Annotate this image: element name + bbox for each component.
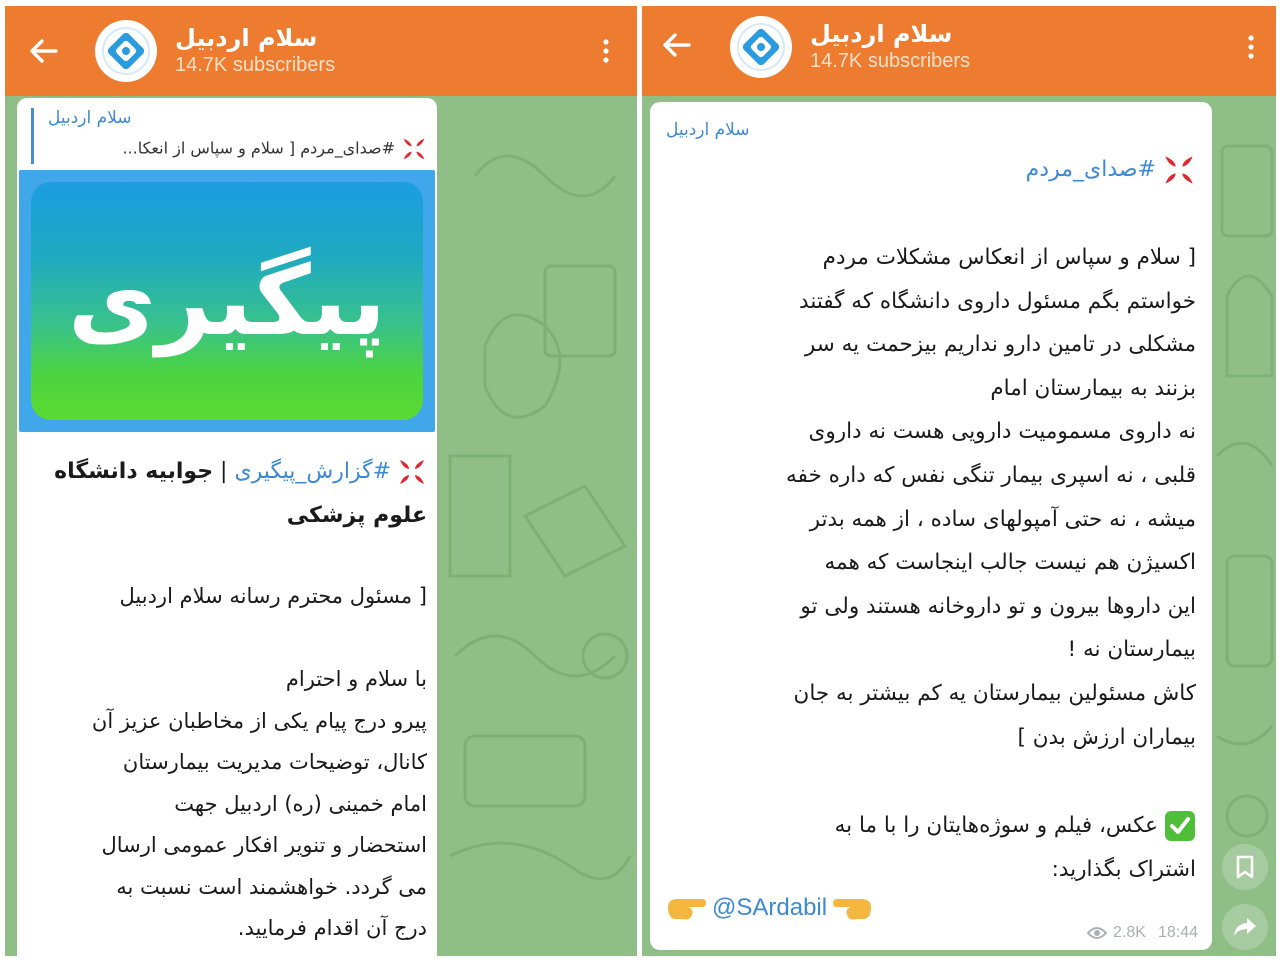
body-line: درج آن اقدام فرمایید.	[237, 916, 427, 940]
channel-avatar[interactable]	[730, 16, 792, 78]
message-meta	[1087, 924, 1198, 942]
eye-icon	[1087, 926, 1107, 940]
headline-title: جوابیه دانشگاه	[54, 459, 214, 484]
reply-hashtag: #صدای_مردم	[300, 138, 395, 158]
back-button[interactable]	[23, 34, 63, 68]
sender-name[interactable]: سلام اردبیل	[666, 120, 750, 140]
anger-symbol-icon	[397, 457, 427, 487]
more-options-button[interactable]	[1236, 30, 1266, 64]
kebab-menu-icon	[602, 38, 610, 64]
channel-handle-link[interactable]: @SArdabil	[712, 894, 828, 921]
headline-separator: |	[213, 459, 235, 484]
channel-logo-icon	[101, 26, 151, 76]
arrow-left-icon	[661, 32, 691, 58]
channel-title-block[interactable]	[175, 24, 335, 77]
arrow-left-icon	[28, 38, 58, 64]
view-count: 2.8K	[1113, 924, 1146, 941]
message-bubble[interactable]	[17, 98, 437, 956]
more-options-button[interactable]	[591, 34, 621, 68]
share-line-2: اشتراک بگذارید:	[1051, 856, 1196, 882]
anger-symbol-icon	[1162, 153, 1196, 187]
reply-preview[interactable]	[31, 108, 427, 164]
share-line-1: عکس، فیلم و سوژه‌هایتان را با ما به	[834, 813, 1158, 838]
pointing-left-hand-icon	[833, 895, 873, 921]
body-line: اکسیژن هم نیست جالب اینجاست که همه	[824, 550, 1196, 576]
body-line: امام خمینی (ره) اردبیل جهت	[174, 791, 427, 816]
channel-name: سلام اردبیل	[175, 24, 318, 52]
share-arrow-icon	[1233, 916, 1257, 938]
reply-snippet	[48, 136, 427, 162]
media-word: پیگیری	[68, 245, 386, 357]
body-line: قلبی ، نه اسپری بیمار تنگی نفس که داره خفه	[786, 462, 1196, 488]
message-body	[656, 236, 1196, 759]
media-banner	[31, 182, 423, 420]
body-line: استحضار و تنویر افکار عمومی ارسال	[101, 833, 427, 857]
body-line: کانال، توضیحات مدیریت بیمارستان	[122, 750, 427, 774]
body-line: کاش مسئولین بیمارستان یه کم بیشتر به جان	[793, 680, 1196, 706]
message-body	[27, 576, 427, 950]
forward-button[interactable]	[1222, 904, 1268, 950]
check-mark-button-icon	[1164, 810, 1196, 842]
media-image[interactable]	[19, 170, 435, 432]
body-line: بزنند به بیمارستان امام	[990, 375, 1196, 401]
body-line: می گردد. خواهشمند است نسبت به	[116, 874, 427, 899]
body-line: این داروها بیرون و تو داروخانه هستند ولی تو	[800, 593, 1196, 619]
subscriber-count: 14.7K subscribers	[810, 50, 971, 72]
message-headline	[27, 450, 427, 538]
body-line	[27, 618, 427, 660]
bookmark-icon	[1235, 855, 1255, 879]
reply-sender-name: سلام اردبیل	[48, 108, 132, 128]
channel-header	[5, 6, 637, 96]
handle-row	[666, 894, 873, 922]
headline-title-2: علوم پزشکی	[286, 503, 427, 528]
subscriber-count: 14.7K subscribers	[175, 54, 336, 76]
channel-title-block[interactable]	[810, 20, 970, 73]
back-button[interactable]	[656, 28, 696, 62]
body-line: مشکلی در تامین دارو نداریم بیزحمت یه سر	[804, 332, 1196, 358]
pointing-right-hand-icon	[666, 895, 706, 921]
body-line: خواستم بگم مسئول داروی دانشگاه که گفتند	[799, 288, 1196, 314]
hashtag-link[interactable]: #گزارش_پیگیری	[234, 459, 391, 484]
body-line: با سلام و احترام	[285, 667, 427, 691]
anger-symbol-icon	[401, 136, 427, 162]
hashtag-link[interactable]: #صدای_مردم	[1025, 157, 1156, 182]
body-line: بیمارستان نه !	[1067, 637, 1196, 663]
body-line: میشه ، نه حتی آمپولهای ساده ، از همه بدتر	[809, 506, 1196, 532]
channel-name: سلام اردبیل	[810, 20, 953, 48]
save-message-button[interactable]	[1222, 844, 1268, 890]
share-callout	[656, 804, 1196, 891]
message-bubble[interactable]	[650, 102, 1212, 950]
body-line: پیرو درج پیام یکی از مخاطبان عزیز آن	[91, 708, 427, 733]
channel-logo-icon	[736, 22, 786, 72]
body-line: [ مسئول محترم رسانه سلام اردبیل	[119, 584, 427, 608]
kebab-menu-icon	[1247, 34, 1255, 60]
message-hashtag-line	[666, 148, 1196, 192]
chat-panel-left	[5, 6, 637, 956]
body-line: نه داروی مسمومیت دارویی هست نه داروی	[808, 419, 1196, 445]
chat-panel-right	[642, 6, 1276, 956]
reply-snippet-text: [ سلام و سپاس از انعکا...	[122, 138, 301, 158]
channel-header	[642, 6, 1276, 96]
body-line: بیماران ارزش بدن ]	[1017, 724, 1196, 750]
message-time: 18:44	[1157, 924, 1198, 941]
body-line: [ سلام و سپاس از انعکاس مشکلات مردم	[822, 245, 1196, 270]
channel-avatar[interactable]	[95, 20, 157, 82]
